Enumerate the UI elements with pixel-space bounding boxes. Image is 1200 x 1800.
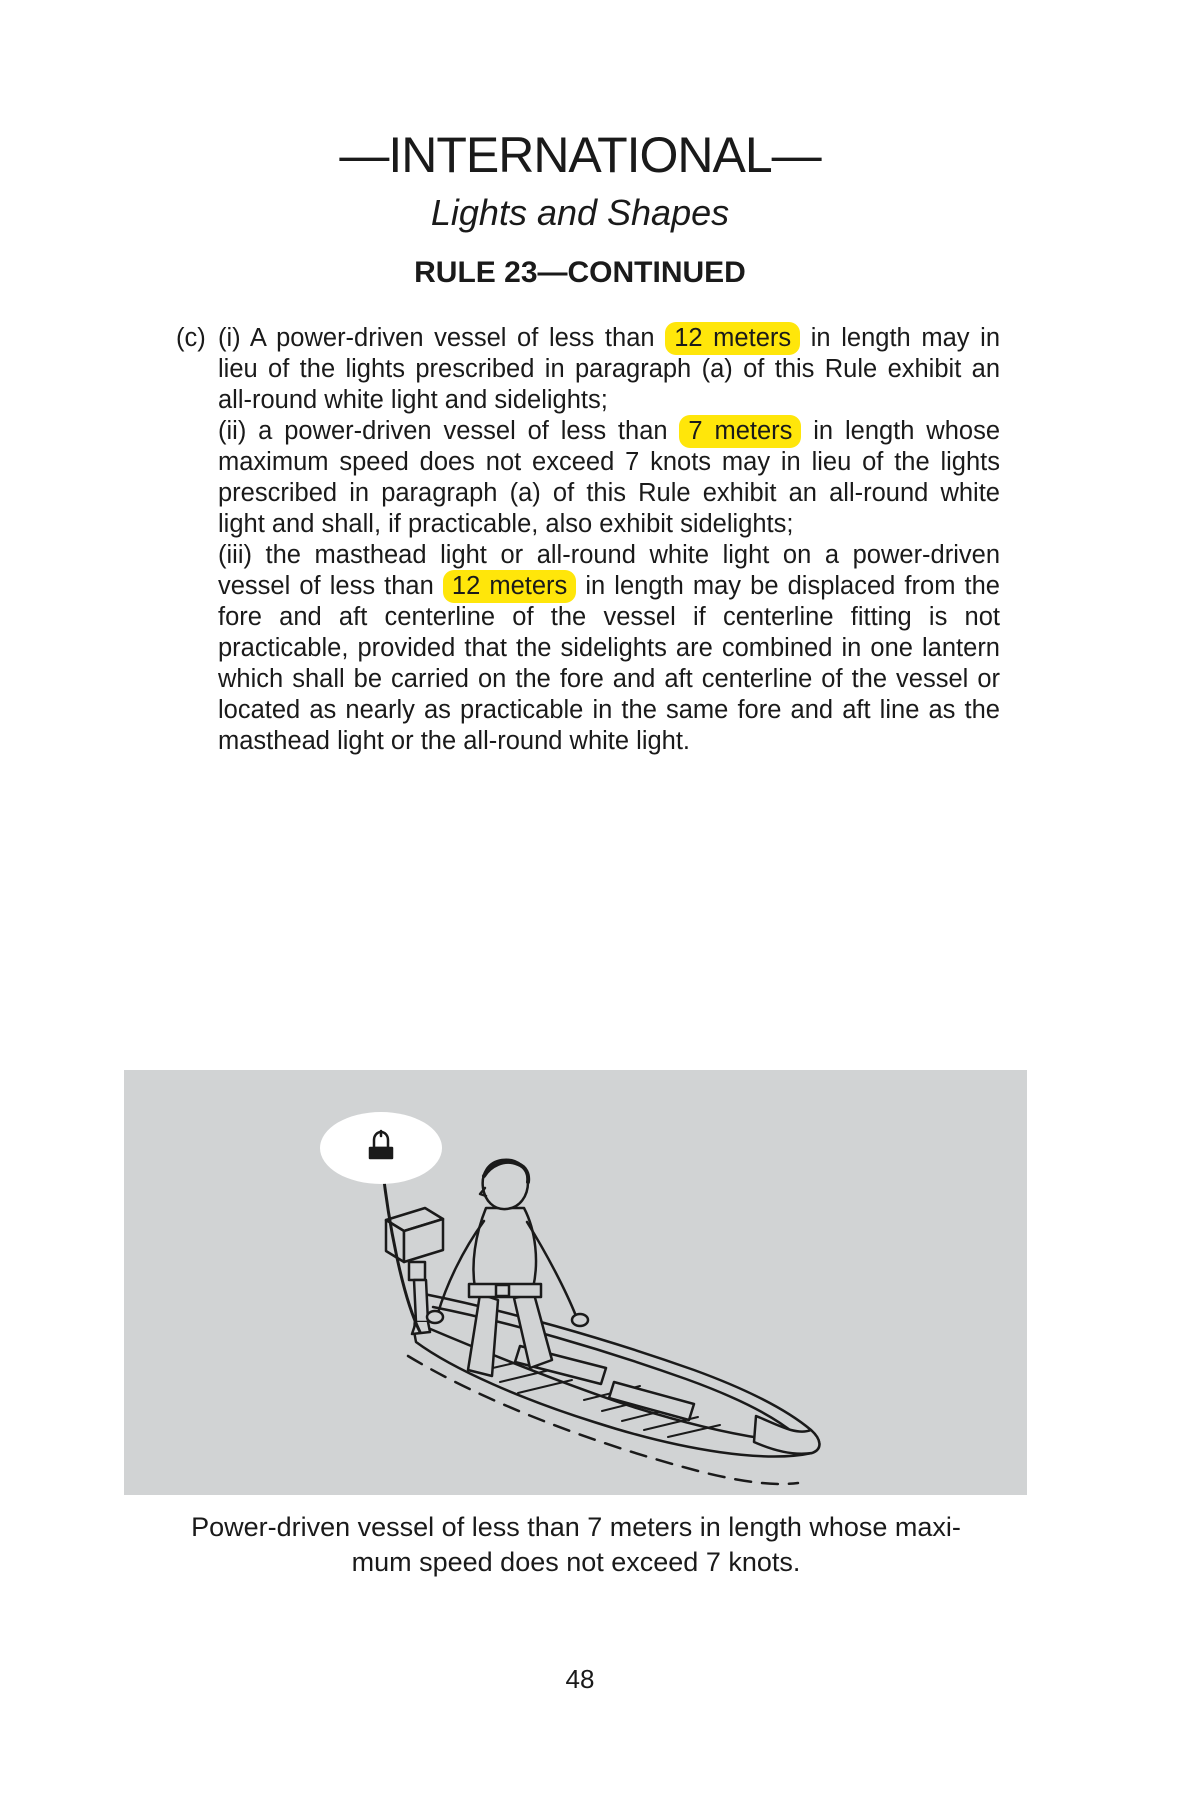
rule-item-i-text: (i) A power-driven vessel of less than bbox=[218, 324, 666, 352]
highlight-12-meters: 12 meters bbox=[665, 322, 800, 355]
figure-caption-line1: Power-driven vessel of less than 7 meters in length whose maxi- bbox=[191, 1512, 961, 1542]
rule-item-iii bbox=[218, 540, 1000, 757]
lamp-base bbox=[370, 1148, 392, 1158]
page-title: —INTERNATIONAL— bbox=[339, 127, 821, 183]
figure-box bbox=[124, 1070, 1027, 1495]
boat-illustration bbox=[124, 1070, 1027, 1495]
figure-caption bbox=[176, 1510, 976, 1580]
paragraph-label: (c) bbox=[176, 324, 206, 352]
rule-item-iii-text-cont: in length may be displaced from the fore and aft centerline of the vessel if centerline fitting is not practicable, provided that the sidelights are combined in one lantern which shall be carried on the fore and aft centerline of the vessel or located as nearly as practicable in the same fore and aft line as the masthead light or the all-round white light. bbox=[218, 572, 1000, 755]
rule-item-ii-text-cont: in length whose maximum speed does not exceed 7 knots may in lieu of the lights prescribed in paragraph (a) of this Rule exhibit an all-round white light and shall, if practicable, also exhibit sidelights; bbox=[218, 417, 1001, 538]
highlight-7-meters: 7 meters bbox=[679, 415, 801, 448]
all-round-light bbox=[320, 1112, 442, 1184]
page-number: 48 bbox=[565, 1664, 595, 1694]
figure-caption-line2: mum speed does not exceed 7 knots. bbox=[351, 1547, 801, 1577]
rule-item-ii bbox=[218, 416, 1000, 540]
highlight-12-meters-2: 12 meters bbox=[443, 570, 576, 603]
rule-item-ii-text: (ii) a power-driven vessel of less than bbox=[218, 417, 680, 445]
rule-item-iii-text: (iii) the masthead light or all-round white light on a power-driven vessel of less than bbox=[218, 541, 1000, 600]
rule-paragraph bbox=[176, 323, 1000, 757]
rule-item-i-text-cont: in length may in lieu of the lights prescribed in paragraph (a) of this Rule exhibit an all-round white light and sidelights; bbox=[218, 324, 1000, 414]
rule-item-i bbox=[218, 323, 1000, 416]
rule-heading: RULE 23—CONTINUED bbox=[414, 256, 746, 289]
page-subtitle: Lights and Shapes bbox=[430, 192, 730, 233]
